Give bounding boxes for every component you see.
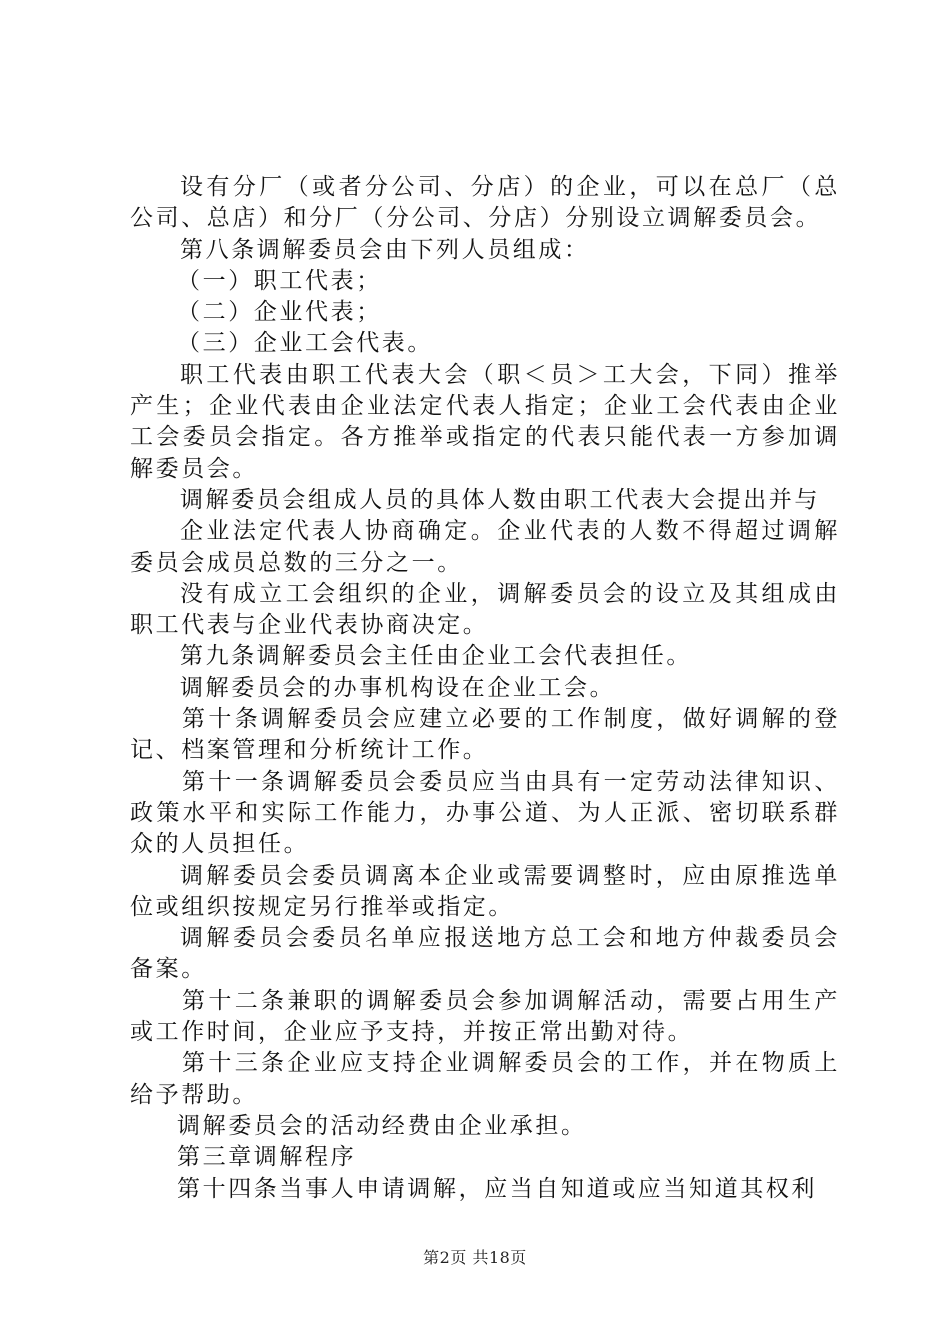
text-line: 或工作时间，企业应予支持，并按正常出勤对待。	[130, 1019, 694, 1046]
text-line: 第十三条企业应支持企业调解委员会的工作，并在物质上	[182, 1050, 840, 1077]
text-line: 委员会成员总数的三分之一。	[130, 549, 463, 576]
text-line: 众的人员担任。	[130, 831, 310, 858]
text-line: 设有分厂（或者分公司、分店）的企业，可以在总厂（总	[180, 174, 840, 200]
text-line: 第十一条调解委员会委员应当由具有一定劳动法律知识、	[182, 768, 840, 795]
text-line: 产生；企业代表由企业法定代表人指定；企业工会代表由企业	[130, 393, 840, 420]
text-line: 第十条调解委员会应建立必要的工作制度，做好调解的登	[182, 706, 840, 733]
text-line: 备案。	[130, 956, 207, 983]
text-line: 公司、总店）和分厂（分公司、分店）分别设立调解委员会。	[130, 205, 822, 232]
text-line: （一）职工代表；	[177, 267, 382, 294]
text-line: 企业法定代表人协商确定。企业代表的人数不得超过调解	[180, 518, 840, 545]
text-line: 调解委员会的办事机构设在企业工会。	[180, 674, 616, 701]
text-line: 工会委员会指定。各方推举或指定的代表只能代表一方参加调	[130, 424, 840, 451]
text-line: （三）企业工会代表。	[177, 330, 433, 357]
text-line: 第九条调解委员会主任由企业工会代表担任。	[180, 643, 692, 670]
text-line: 第十二条兼职的调解委员会参加调解活动，需要占用生产	[182, 987, 840, 1014]
text-line: 第八条调解委员会由下列人员组成：	[180, 236, 590, 263]
text-line: 调解委员会的活动经费由企业承担。	[177, 1112, 587, 1139]
text-line: 第十四条当事人申请调解，应当自知道或应当知道其权利	[177, 1175, 817, 1202]
text-line: 给予帮助。	[130, 1081, 258, 1108]
text-line: （二）企业代表；	[177, 299, 382, 326]
text-line: 调解委员会委员调离本企业或需要调整时，应由原推选单	[180, 862, 840, 889]
document-body	[130, 172, 840, 1205]
text-line: 职工代表由职工代表大会（职＜员＞工大会，下同）推举	[180, 361, 840, 388]
text-line: 政策水平和实际工作能力，办事公道、为人正派、密切联系群	[130, 799, 840, 826]
text-line: 调解委员会委员名单应报送地方总工会和地方仲裁委员会	[180, 925, 840, 952]
text-line: 职工代表与企业代表协商决定。	[130, 612, 489, 639]
text-line: 位或组织按规定另行推举或指定。	[130, 893, 514, 920]
page-footer: 第2页 共18页	[423, 1248, 527, 1267]
text-line: 第三章调解程序	[177, 1144, 357, 1171]
text-line: 记、档案管理和分析统计工作。	[130, 737, 489, 764]
text-line: 调解委员会组成人员的具体人数由职工代表大会提出并与	[180, 486, 820, 513]
text-line: 解委员会。	[130, 455, 258, 482]
text-line: 没有成立工会组织的企业，调解委员会的设立及其组成由	[180, 580, 840, 607]
